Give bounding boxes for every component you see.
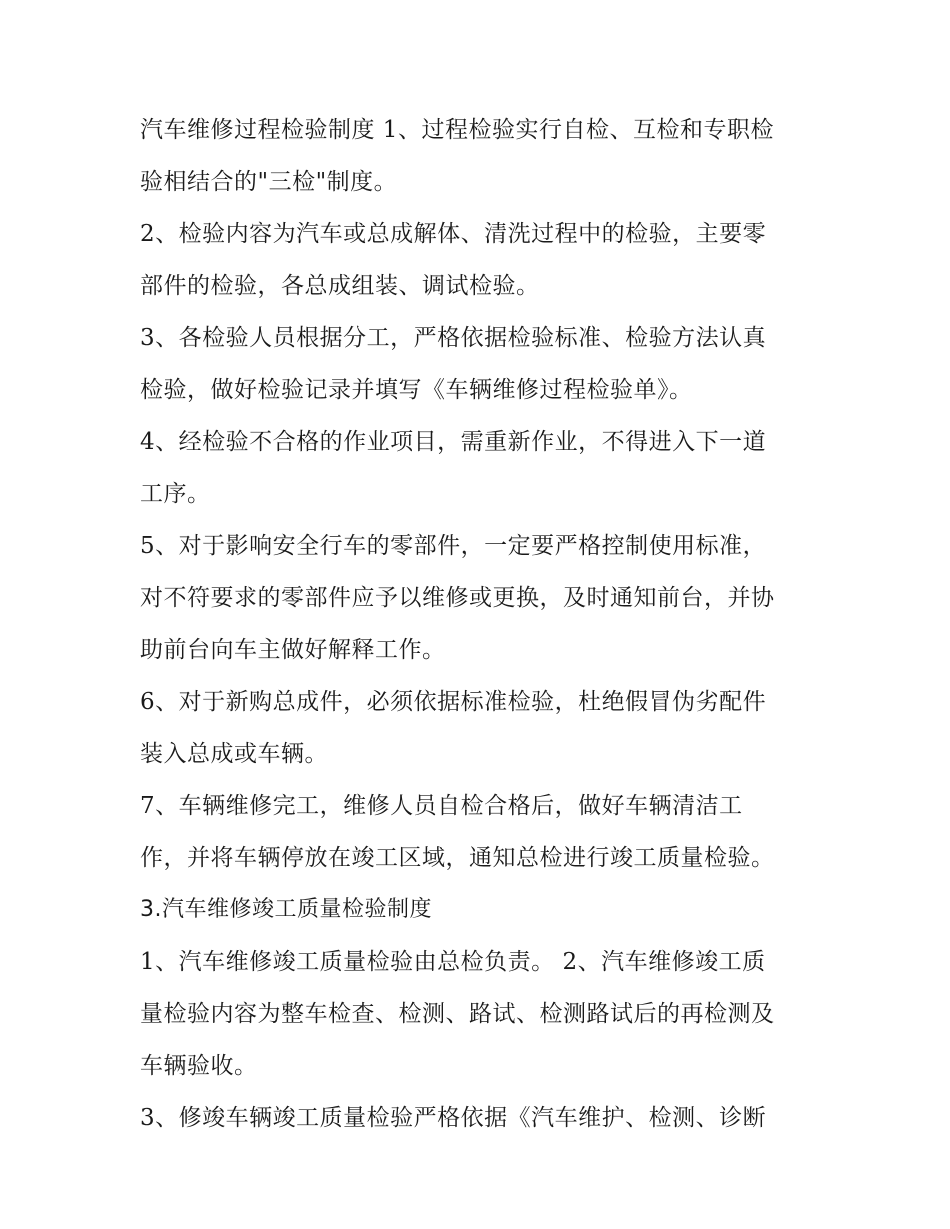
text-line: 助前台向车主做好解释工作。 (140, 637, 446, 663)
text-line: 汽车维修过程检验制度 1、过程检验实行自检、互检和专职检 (140, 117, 774, 143)
text-line: 2、检验内容为汽车或总成解体、清洗过程中的检验，主要零 (140, 221, 767, 247)
document-body (140, 104, 820, 1144)
text-line: 3、修竣车辆竣工质量检验严格依据《汽车维护、检测、诊断 (140, 1105, 767, 1131)
text-line: 4、经检验不合格的作业项目，需重新作业，不得进入下一道 (140, 429, 767, 455)
text-line: 1、汽车维修竣工质量检验由总检负责。 2、汽车维修竣工质 (140, 949, 766, 975)
text-line: 3、各检验人员根据分工，严格依据检验标准、检验方法认真 (140, 325, 767, 351)
text-line: 5、对于影响安全行车的零部件，一定要严格控制使用标准， (140, 533, 767, 559)
text-line: 作，并将车辆停放在竣工区域，通知总检进行竣工质量检验。 (140, 845, 775, 871)
text-line: 部件的检验，各总成组装、调试检验。 (140, 273, 540, 299)
text-line: 量检验内容为整车检查、检测、路试、检测路试后的再检测及 (140, 1001, 775, 1027)
text-line: 对不符要求的零部件应予以维修或更换，及时通知前台，并协 (140, 585, 775, 611)
text-line: 7、车辆维修完工，维修人员自检合格后，做好车辆清洁工 (140, 793, 743, 819)
text-line: 6、对于新购总成件，必须依据标准检验，杜绝假冒伪劣配件 (140, 689, 767, 715)
text-line: 车辆验收。 (140, 1053, 258, 1079)
text-line: 检验，做好检验记录并填写《车辆维修过程检验单》。 (140, 377, 693, 403)
section-heading: 3.汽车维修竣工质量检验制度 (140, 897, 432, 922)
text-line: 装入总成或车辆。 (140, 741, 328, 767)
text-line: 工序。 (140, 481, 211, 507)
text-line: 验相结合的"三检"制度。 (140, 169, 398, 195)
